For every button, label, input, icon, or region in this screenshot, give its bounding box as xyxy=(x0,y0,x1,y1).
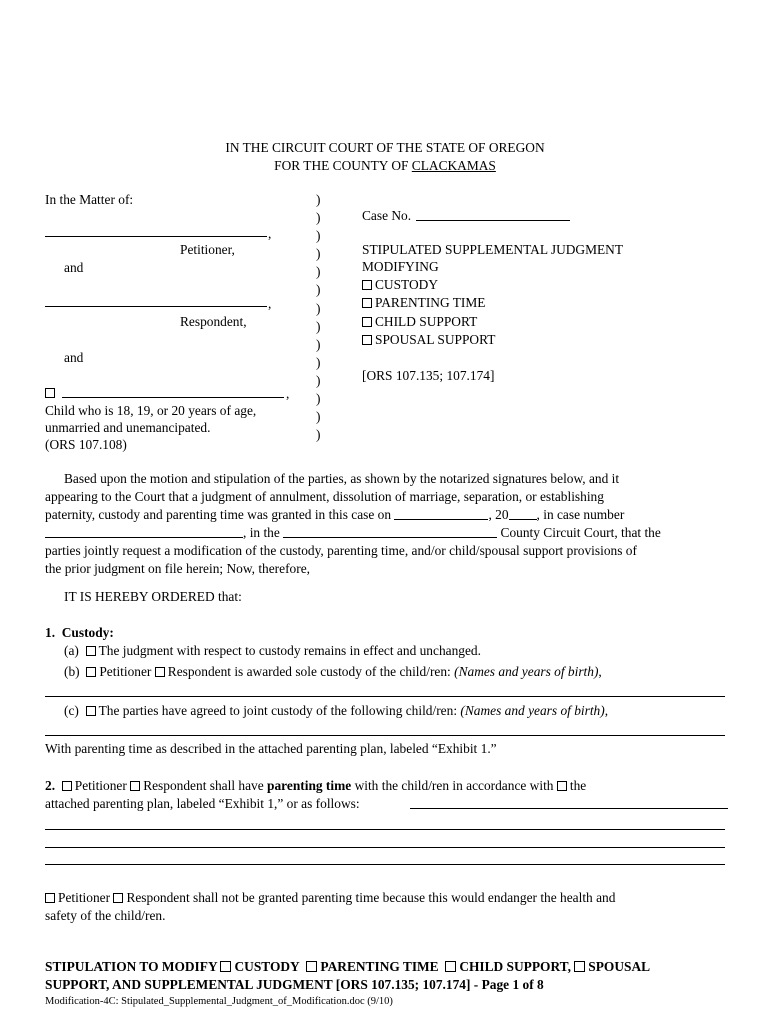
child-support-checkbox[interactable] xyxy=(362,317,372,327)
child-line-2: unmarried and unemancipated. xyxy=(45,420,211,435)
caption-paren-column: ) ) ) ) ) ) ) ) ) ) ) ) ) ) xyxy=(316,192,321,443)
parenting-as-follows-field[interactable] xyxy=(410,808,728,809)
parenting-plan-checkbox[interactable] xyxy=(557,781,567,791)
child-checkbox-line xyxy=(45,385,58,401)
footer-line1: STIPULATION TO MODIFY CUSTODY PARENTING TIME CHILD SUPPORT, SPOUSAL xyxy=(45,959,651,974)
denied-parenting-line1: Petitioner Respondent shall not be granted parenting time because this would endanger the health and xyxy=(45,890,615,906)
custody-a-checkbox[interactable] xyxy=(86,646,96,656)
para1-line4: , in the County Circuit Court, that the xyxy=(45,525,661,541)
respondent-label: Respondent, xyxy=(180,314,247,329)
parenting-respondent-checkbox[interactable] xyxy=(130,781,140,791)
option-child-support: CHILD SUPPORT xyxy=(362,314,477,330)
denied-parenting-line2: safety of the child/ren. xyxy=(45,908,166,923)
custody-c-checkbox[interactable] xyxy=(86,706,96,716)
county-name: CLACKAMAS xyxy=(411,158,496,173)
judgment-date-field[interactable] xyxy=(394,507,488,520)
county-field[interactable] xyxy=(283,525,497,538)
denied-respondent-checkbox[interactable] xyxy=(113,893,123,903)
judgment-title-2: MODIFYING xyxy=(362,259,439,274)
joint-custody-children-field[interactable] xyxy=(45,735,725,736)
case-number-field[interactable] xyxy=(45,525,243,538)
petitioner-comma: , xyxy=(268,226,272,241)
para1-line5: parties jointly request a modification of the custody, parenting time, and/or child/spousal support provisions of xyxy=(45,543,637,558)
in-matter-of: In the Matter of: xyxy=(45,192,134,207)
respondent-comma: , xyxy=(268,296,272,311)
parenting-plan-line: With parenting time as described in the attached parenting plan, labeled “Exhibit 1.” xyxy=(45,741,497,756)
option-custody: CUSTODY xyxy=(362,277,438,293)
court-title: IN THE CIRCUIT COURT OF THE STATE OF OREGON xyxy=(225,140,545,155)
parenting-time-line2: attached parenting plan, labeled “Exhibit 1,” or as follows: xyxy=(45,796,360,811)
footer-line2: SUPPORT, AND SUPPLEMENTAL JUDGMENT [ORS 107.135; 107.174] - Page 1 of 8 xyxy=(45,977,544,992)
custody-checkbox[interactable] xyxy=(362,280,372,290)
parenting-petitioner-checkbox[interactable] xyxy=(62,781,72,791)
option-spousal-support: SPOUSAL SUPPORT xyxy=(362,332,495,348)
custody-option-c: (c) The parties have agreed to joint custody of the following child/ren: (Names and years of birth), xyxy=(64,703,609,718)
county-prefix: FOR THE COUNTY OF xyxy=(274,158,412,173)
and-2: and xyxy=(64,350,84,365)
child-comma: , xyxy=(286,386,290,401)
child-line-1: Child who is 18, 19, or 20 years of age, xyxy=(45,403,257,418)
child-checkbox[interactable] xyxy=(45,388,55,398)
custody-option-b: (b) Petitioner Respondent is awarded sole custody of the child/ren: (Names and years of birth), xyxy=(64,664,602,679)
spousal-support-checkbox[interactable] xyxy=(362,335,372,345)
sole-custody-children-field[interactable] xyxy=(45,696,725,697)
judgment-year-field[interactable] xyxy=(509,507,537,520)
case-no-label: Case No. xyxy=(362,208,412,223)
county-line xyxy=(0,158,770,174)
para1-line6: the prior judgment on file herein; Now, therefore, xyxy=(45,561,310,576)
footer-child-support-checkbox[interactable] xyxy=(445,961,456,972)
parenting-time-checkbox[interactable] xyxy=(362,298,372,308)
child-line-3: (ORS 107.108) xyxy=(45,437,127,452)
custody-b-respondent-checkbox[interactable] xyxy=(155,667,165,677)
case-no-field[interactable] xyxy=(416,220,570,221)
footer-filename: Modification-4C: Stipulated_Supplemental_Judgment_of_Modification.doc (9/10) xyxy=(45,996,393,1007)
denied-petitioner-checkbox[interactable] xyxy=(45,893,55,903)
petitioner-label: Petitioner, xyxy=(180,242,235,257)
parenting-line-field-1[interactable] xyxy=(45,829,725,830)
ordered-line: IT IS HEREBY ORDERED that: xyxy=(64,589,242,604)
para1-line2: appearing to the Court that a judgment of annulment, dissolution of marriage, separation, or establishing xyxy=(45,489,604,504)
respondent-name-field[interactable] xyxy=(45,306,267,307)
statute-reference: [ORS 107.135; 107.174] xyxy=(362,368,495,383)
parenting-line-field-3[interactable] xyxy=(45,864,725,865)
footer-custody-checkbox[interactable] xyxy=(220,961,231,972)
judgment-title-1: STIPULATED SUPPLEMENTAL JUDGMENT xyxy=(362,242,624,257)
footer-spousal-checkbox[interactable] xyxy=(574,961,585,972)
footer-parenting-checkbox[interactable] xyxy=(306,961,317,972)
custody-option-a: (a) The judgment with respect to custody remains in effect and unchanged. xyxy=(64,643,481,658)
child-name-field[interactable] xyxy=(62,397,284,398)
custody-b-petitioner-checkbox[interactable] xyxy=(86,667,96,677)
parenting-line-field-2[interactable] xyxy=(45,847,725,848)
para1-line3: paternity, custody and parenting time was granted in this case on , 20 , in case number xyxy=(45,507,625,522)
option-parenting-time: PARENTING TIME xyxy=(362,295,485,311)
parenting-time-line1: 2. Petitioner Respondent shall have parenting time with the child/ren in accordance with the xyxy=(45,778,587,793)
custody-heading: 1. Custody: xyxy=(45,625,114,640)
petitioner-name-field[interactable] xyxy=(45,236,267,237)
para1-line1: Based upon the motion and stipulation of the parties, as shown by the notarized signatures below, and it xyxy=(64,471,620,486)
and-1: and xyxy=(64,260,84,275)
